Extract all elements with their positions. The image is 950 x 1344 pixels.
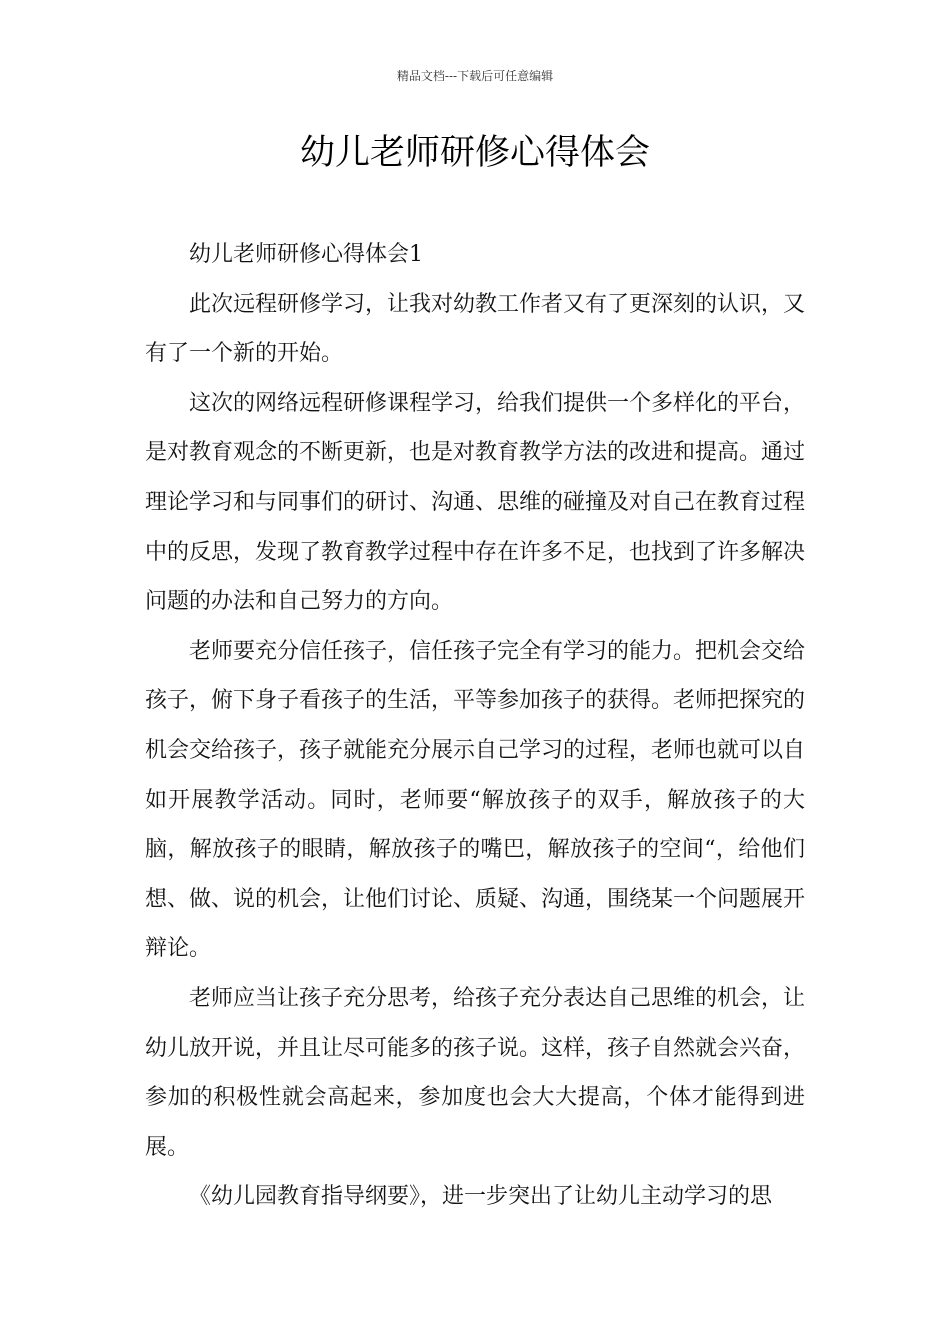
paragraph: 此次远程研修学习，让我对幼教工作者又有了更深刻的认识，又有了一个新的开始。 <box>145 291 806 367</box>
paragraph: 老师要充分信任孩子，信任孩子完全有学习的能力。把机会交给孩子，俯下身子看孩子的生活，平等参加孩子的获得。老师把探究的机会交给孩子，孩子就能充分展示自己学习的过程，老师也就可以自如开展教学活动。同时，老师要“解放孩子的双手，解放孩子的大脑，解放孩子的眼睛，解放孩子的嘴巴，解放孩子的空间“，给他们想、做、说的机会，让他们讨论、质疑、沟通，围绕某一个问题展开辩论。 <box>145 638 806 962</box>
paragraph: 《幼儿园教育指导纲要》，进一步突出了让幼儿主动学习的思 <box>189 1184 773 1210</box>
header-note: 精品文档---下载后可任意编辑 <box>396 69 554 83</box>
document-title: 幼儿老师研修心得体会 <box>299 133 650 173</box>
section-heading: 幼儿老师研修心得体会1 <box>189 242 423 267</box>
paragraph: 老师应当让孩子充分思考，给孩子充分表达自己思维的机会，让幼儿放开说，并且让尽可能多的孩子说。这样，孩子自然就会兴奋，参加的积极性就会高起来，参加度也会大大提高，个体才能得到进展。 <box>145 985 806 1160</box>
document-body <box>145 230 805 1222</box>
paragraph: 这次的网络远程研修课程学习，给我们提供一个多样化的平台，是对教育观念的不断更新，也是对教育教学方法的改进和提高。通过理论学习和与同事们的研讨、沟通、思维的碰撞及对自己在教育过程中的反思，发现了教育教学过程中存在许多不足，也找到了许多解决问题的办法和自己努力的方向。 <box>145 390 806 615</box>
